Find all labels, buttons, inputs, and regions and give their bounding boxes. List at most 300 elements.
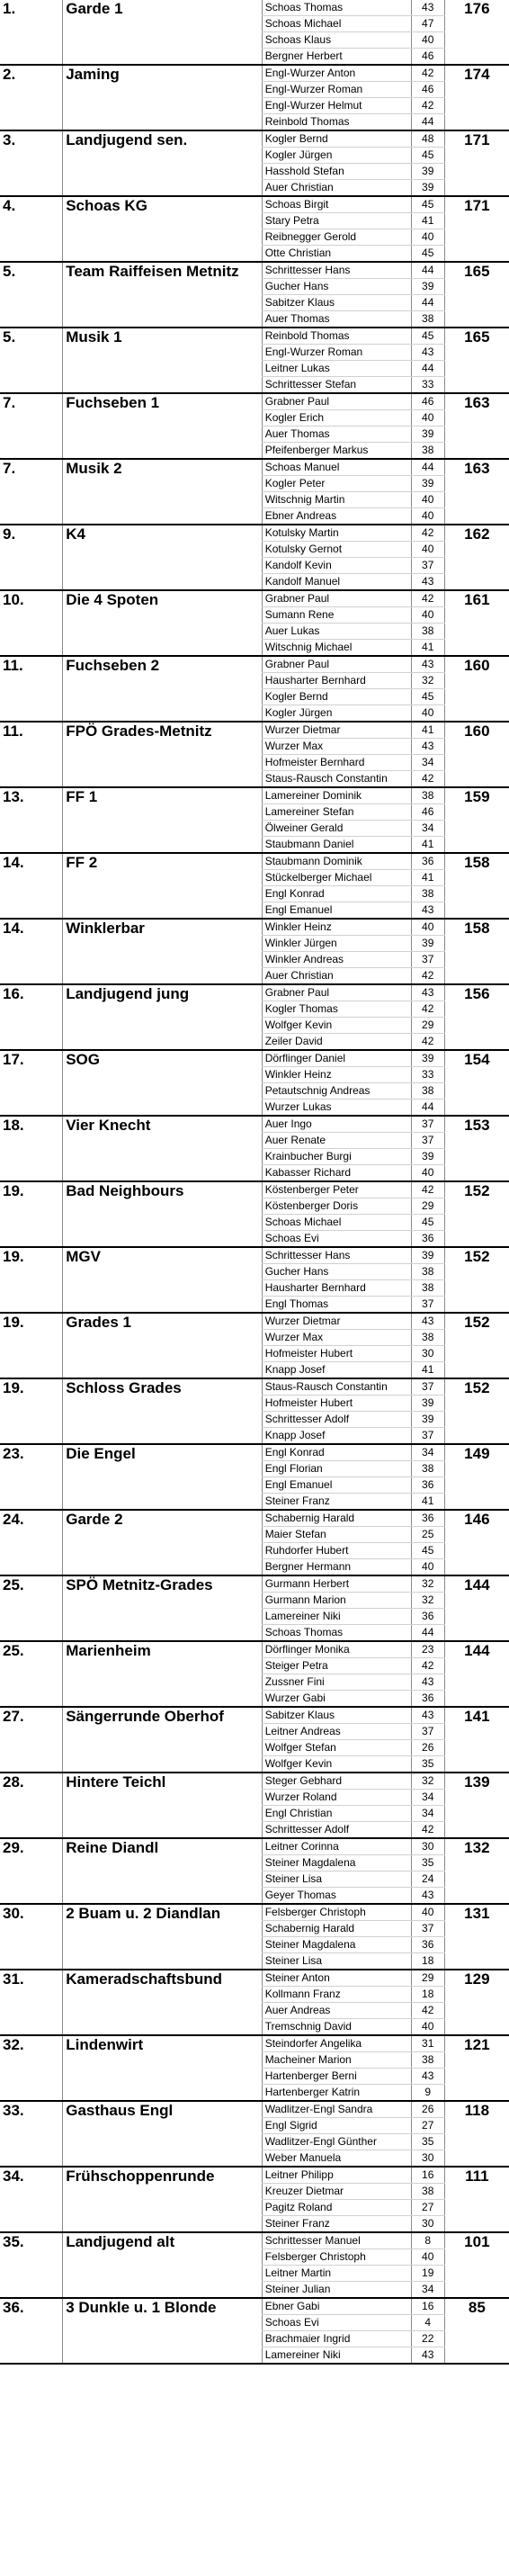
team-name: Grades 1 (63, 1313, 262, 1378)
member-name: Gurmann Herbert (262, 1575, 411, 1593)
member-points: 45 (411, 1215, 444, 1231)
team-row (0, 1904, 509, 1921)
member-name: Steiner Anton (262, 1970, 411, 1987)
member-points: 38 (411, 1280, 444, 1297)
member-points: 45 (411, 196, 444, 213)
member-name: Kogler Thomas (262, 1001, 411, 1018)
member-name: Sabitzer Klaus (262, 295, 411, 311)
member-points: 39 (411, 1247, 444, 1264)
member-points: 38 (411, 1264, 444, 1280)
member-points: 32 (411, 1773, 444, 1790)
member-name: Hasshold Stefan (262, 164, 411, 180)
member-name: Winkler Heinz (262, 1067, 411, 1083)
member-name: Engl-Wurzer Roman (262, 82, 411, 98)
member-points: 40 (411, 705, 444, 723)
member-points: 41 (411, 1494, 444, 1511)
member-name: Schoas Klaus (262, 32, 411, 49)
team-row (0, 393, 509, 410)
team-row (0, 2035, 509, 2052)
member-name: Stary Petra (262, 213, 411, 229)
team-total: 144 (444, 1641, 509, 1707)
member-points: 34 (411, 821, 444, 837)
team-name: Schloss Grades (63, 1378, 262, 1444)
member-name: Winkler Andreas (262, 952, 411, 968)
team-name: Team Raiffeisen Metnitz (63, 262, 262, 328)
member-name: Maier Stefan (262, 1527, 411, 1543)
member-points: 38 (411, 311, 444, 328)
member-name: Grabner Paul (262, 984, 411, 1001)
member-name: Kotulsky Martin (262, 525, 411, 542)
member-points: 4 (411, 2315, 444, 2331)
member-points: 42 (411, 525, 444, 542)
member-points: 32 (411, 673, 444, 689)
member-name: Schoas Thomas (262, 1625, 411, 1642)
member-name: Wurzer Max (262, 1330, 411, 1346)
member-points: 40 (411, 32, 444, 49)
member-name: Hausharter Bernhard (262, 1280, 411, 1297)
member-name: Kabasser Richard (262, 1165, 411, 1182)
member-points: 16 (411, 2298, 444, 2315)
team-rank: 25. (0, 1641, 63, 1707)
member-name: Bergner Herbert (262, 49, 411, 66)
member-points: 34 (411, 755, 444, 771)
member-name: Dörflinger Monika (262, 1641, 411, 1658)
member-points: 37 (411, 558, 444, 574)
team-total: 152 (444, 1378, 509, 1444)
member-name: Auer Renate (262, 1133, 411, 1149)
member-name: Hofmeister Hubert (262, 1396, 411, 1412)
member-name: Kotulsky Gernot (262, 542, 411, 558)
team-rank: 10. (0, 590, 63, 656)
member-name: Geyer Thomas (262, 1888, 411, 1905)
team-total: 160 (444, 656, 509, 722)
team-row (0, 0, 509, 16)
member-name: Zussner Fini (262, 1674, 411, 1691)
member-name: Steiger Petra (262, 1658, 411, 1674)
member-points: 38 (411, 2052, 444, 2069)
team-name: 3 Dunkle u. 1 Blonde (63, 2298, 262, 2364)
team-total: 158 (444, 853, 509, 919)
team-total: 158 (444, 919, 509, 984)
team-row (0, 262, 509, 279)
member-points: 42 (411, 1658, 444, 1674)
team-rank: 32. (0, 2035, 63, 2101)
member-name: Engl Emanuel (262, 902, 411, 920)
team-row (0, 459, 509, 476)
team-name: Jaming (63, 65, 262, 130)
member-name: Pagitz Roland (262, 2200, 411, 2216)
member-name: Auer Christian (262, 968, 411, 985)
member-name: Engl Sigrid (262, 2118, 411, 2134)
member-points: 46 (411, 393, 444, 410)
member-points: 42 (411, 1034, 444, 1051)
team-total: 101 (444, 2232, 509, 2298)
member-name: Gucher Hans (262, 1264, 411, 1280)
team-total: 141 (444, 1707, 509, 1773)
team-total: 149 (444, 1444, 509, 1510)
member-name: Schoas Manuel (262, 459, 411, 476)
team-rank: 9. (0, 525, 63, 590)
member-name: Schabernig Harald (262, 1921, 411, 1937)
team-rank: 31. (0, 1970, 63, 2035)
member-name: Schrittesser Stefan (262, 377, 411, 394)
member-name: Engl Thomas (262, 1297, 411, 1314)
member-name: Hofmeister Hubert (262, 1346, 411, 1362)
member-name: Sumann Rene (262, 607, 411, 624)
member-points: 45 (411, 1543, 444, 1559)
member-points: 42 (411, 1001, 444, 1018)
member-points: 42 (411, 65, 444, 82)
member-points: 38 (411, 624, 444, 640)
team-name: Reine Diandl (63, 1838, 262, 1904)
member-name: Auer Thomas (262, 426, 411, 443)
team-rank: 11. (0, 656, 63, 722)
member-points: 43 (411, 1674, 444, 1691)
member-points: 38 (411, 1330, 444, 1346)
member-points: 38 (411, 1083, 444, 1100)
team-rank: 5. (0, 262, 63, 328)
member-name: Stückelberger Michael (262, 870, 411, 886)
team-rank: 19. (0, 1313, 63, 1378)
team-name: Schoas KG (63, 196, 262, 262)
member-points: 18 (411, 1987, 444, 2003)
member-name: Steiner Franz (262, 1494, 411, 1511)
member-points: 30 (411, 1346, 444, 1362)
team-name: Fuchseben 1 (63, 393, 262, 459)
member-name: Wolfger Stefan (262, 1740, 411, 1756)
member-name: Kandolf Manuel (262, 574, 411, 591)
member-points: 37 (411, 1297, 444, 1314)
team-row (0, 1970, 509, 1987)
member-points: 46 (411, 82, 444, 98)
team-name: Frühschoppenrunde (63, 2167, 262, 2232)
team-row (0, 2298, 509, 2315)
member-name: Wolfger Kevin (262, 1018, 411, 1034)
member-points: 42 (411, 968, 444, 985)
team-rank: 35. (0, 2232, 63, 2298)
member-points: 25 (411, 1527, 444, 1543)
member-points: 38 (411, 1461, 444, 1477)
member-points: 30 (411, 2216, 444, 2233)
team-name: Landjugend jung (63, 984, 262, 1050)
team-total: 162 (444, 525, 509, 590)
member-points: 34 (411, 1444, 444, 1461)
team-row (0, 1773, 509, 1790)
member-name: Schoas Thomas (262, 0, 411, 16)
team-name: Sängerrunde Oberhof (63, 1707, 262, 1773)
member-name: Engl Konrad (262, 1444, 411, 1461)
member-name: Schoas Evi (262, 1231, 411, 1248)
member-points: 39 (411, 279, 444, 295)
member-name: Schoas Michael (262, 1215, 411, 1231)
team-rank: 23. (0, 1444, 63, 1510)
member-points: 41 (411, 837, 444, 854)
team-row (0, 1247, 509, 1264)
team-rank: 7. (0, 393, 63, 459)
team-row (0, 1510, 509, 1527)
member-points: 40 (411, 607, 444, 624)
team-name: Garde 2 (63, 1510, 262, 1575)
team-rank: 2. (0, 65, 63, 130)
member-points: 43 (411, 984, 444, 1001)
team-total: 111 (444, 2167, 509, 2232)
member-name: Grabner Paul (262, 393, 411, 410)
member-points: 38 (411, 886, 444, 902)
team-rank: 1. (0, 0, 63, 65)
member-points: 34 (411, 2282, 444, 2299)
team-total: 161 (444, 590, 509, 656)
team-rank: 24. (0, 1510, 63, 1575)
member-name: Gucher Hans (262, 279, 411, 295)
member-points: 36 (411, 853, 444, 870)
team-row (0, 853, 509, 870)
member-points: 30 (411, 1838, 444, 1855)
member-name: Leitner Philipp (262, 2167, 411, 2184)
member-name: Auer Ingo (262, 1116, 411, 1133)
team-row (0, 984, 509, 1001)
member-points: 39 (411, 1412, 444, 1428)
member-points: 8 (411, 2232, 444, 2249)
team-row (0, 2232, 509, 2249)
member-name: Steindorfer Angelika (262, 2035, 411, 2052)
team-total: 176 (444, 0, 509, 65)
team-row (0, 1707, 509, 1724)
member-name: Leitner Martin (262, 2266, 411, 2282)
member-points: 41 (411, 213, 444, 229)
team-rank: 14. (0, 919, 63, 984)
member-points: 33 (411, 1067, 444, 1083)
member-name: Witschnig Martin (262, 492, 411, 508)
member-name: Wurzer Dietmar (262, 722, 411, 739)
member-points: 23 (411, 1641, 444, 1658)
member-points: 39 (411, 426, 444, 443)
member-name: Grabner Paul (262, 590, 411, 607)
team-row (0, 525, 509, 542)
member-points: 36 (411, 1609, 444, 1625)
team-name: Die Engel (63, 1444, 262, 1510)
member-points: 16 (411, 2167, 444, 2184)
team-total: 152 (444, 1313, 509, 1378)
member-name: Schrittesser Hans (262, 1247, 411, 1264)
member-name: Reibnegger Gerold (262, 229, 411, 246)
team-row (0, 2101, 509, 2118)
member-name: Hartenberger Berni (262, 2069, 411, 2085)
member-name: Felsberger Christoph (262, 2249, 411, 2266)
member-name: Schrittesser Hans (262, 262, 411, 279)
member-name: Wurzer Roland (262, 1790, 411, 1806)
team-rank: 19. (0, 1378, 63, 1444)
member-name: Felsberger Christoph (262, 1904, 411, 1921)
team-rank: 11. (0, 722, 63, 787)
team-rank: 19. (0, 1247, 63, 1313)
member-points: 39 (411, 164, 444, 180)
team-rank: 17. (0, 1050, 63, 1116)
team-row (0, 1050, 509, 1067)
team-name: Fuchseben 2 (63, 656, 262, 722)
team-rank: 28. (0, 1773, 63, 1838)
team-name: Landjugend sen. (63, 130, 262, 196)
member-points: 42 (411, 1822, 444, 1839)
member-points: 41 (411, 1362, 444, 1379)
team-rank: 3. (0, 130, 63, 196)
member-points: 40 (411, 508, 444, 525)
team-total: 131 (444, 1904, 509, 1970)
team-row (0, 590, 509, 607)
member-name: Pfeifenberger Markus (262, 443, 411, 460)
team-name: Kameradschaftsbund (63, 1970, 262, 2035)
member-points: 44 (411, 1625, 444, 1642)
member-name: Köstenberger Peter (262, 1181, 411, 1198)
member-points: 42 (411, 590, 444, 607)
team-name: Lindenwirt (63, 2035, 262, 2101)
member-points: 40 (411, 492, 444, 508)
team-row (0, 919, 509, 936)
member-points: 40 (411, 229, 444, 246)
member-name: Leitner Lukas (262, 361, 411, 377)
member-name: Staubmann Daniel (262, 837, 411, 854)
team-name: Musik 1 (63, 328, 262, 393)
member-name: Steiner Franz (262, 2216, 411, 2233)
team-rank: 27. (0, 1707, 63, 1773)
member-name: Reinbold Thomas (262, 114, 411, 131)
member-name: Dörflinger Daniel (262, 1050, 411, 1067)
team-rank: 13. (0, 787, 63, 853)
team-name: Gasthaus Engl (63, 2101, 262, 2167)
team-total: 152 (444, 1247, 509, 1313)
member-name: Witschnig Michael (262, 640, 411, 657)
member-name: Schrittesser Manuel (262, 2232, 411, 2249)
member-points: 26 (411, 1740, 444, 1756)
team-name: Musik 2 (63, 459, 262, 525)
team-name: SPÖ Metnitz-Grades (63, 1575, 262, 1641)
member-points: 43 (411, 1313, 444, 1330)
member-points: 39 (411, 476, 444, 492)
member-points: 37 (411, 1378, 444, 1396)
member-name: Köstenberger Doris (262, 1198, 411, 1215)
team-rank: 33. (0, 2101, 63, 2167)
team-row (0, 1575, 509, 1593)
member-points: 38 (411, 2184, 444, 2200)
member-points: 37 (411, 1428, 444, 1445)
member-name: Ebner Gabi (262, 2298, 411, 2315)
member-points: 30 (411, 2150, 444, 2168)
team-total: 156 (444, 984, 509, 1050)
team-name: Marienheim (63, 1641, 262, 1707)
member-points: 44 (411, 114, 444, 131)
member-points: 44 (411, 1100, 444, 1117)
member-points: 37 (411, 1724, 444, 1740)
member-name: Staus-Rausch Constantin (262, 1378, 411, 1396)
member-points: 44 (411, 361, 444, 377)
member-points: 40 (411, 542, 444, 558)
member-points: 45 (411, 246, 444, 263)
member-points: 39 (411, 1050, 444, 1067)
team-total: 85 (444, 2298, 509, 2364)
team-name: 2 Buam u. 2 Diandlan (63, 1904, 262, 1970)
member-name: Schrittesser Adolf (262, 1822, 411, 1839)
member-name: Hofmeister Bernhard (262, 755, 411, 771)
member-name: Wadlitzer-Engl Günther (262, 2134, 411, 2150)
team-total: 144 (444, 1575, 509, 1641)
member-name: Bergner Hermann (262, 1559, 411, 1576)
member-name: Kogler Jürgen (262, 148, 411, 164)
team-total: 118 (444, 2101, 509, 2167)
member-name: Auer Lukas (262, 624, 411, 640)
team-name: MGV (63, 1247, 262, 1313)
member-points: 32 (411, 1593, 444, 1609)
member-points: 34 (411, 1790, 444, 1806)
member-points: 36 (411, 1691, 444, 1708)
team-total: 174 (444, 65, 509, 130)
member-points: 43 (411, 2347, 444, 2365)
member-points: 43 (411, 656, 444, 673)
member-points: 43 (411, 574, 444, 591)
member-name: Macheiner Marion (262, 2052, 411, 2069)
team-row (0, 787, 509, 804)
member-points: 42 (411, 1181, 444, 1198)
member-points: 26 (411, 2101, 444, 2118)
member-points: 32 (411, 1575, 444, 1593)
team-rank: 7. (0, 459, 63, 525)
team-row (0, 722, 509, 739)
member-name: Weber Manuela (262, 2150, 411, 2168)
member-name: Kreuzer Dietmar (262, 2184, 411, 2200)
member-name: Kogler Bernd (262, 689, 411, 705)
team-total: 152 (444, 1181, 509, 1247)
member-points: 35 (411, 1855, 444, 1871)
team-row (0, 328, 509, 345)
team-total: 163 (444, 393, 509, 459)
team-name: FF 2 (63, 853, 262, 919)
member-name: Grabner Paul (262, 656, 411, 673)
member-points: 40 (411, 1559, 444, 1576)
team-row (0, 65, 509, 82)
team-row (0, 1116, 509, 1133)
member-points: 35 (411, 2134, 444, 2150)
member-name: Ebner Andreas (262, 508, 411, 525)
member-points: 36 (411, 1510, 444, 1527)
member-points: 40 (411, 1165, 444, 1182)
team-row (0, 196, 509, 213)
team-total: 146 (444, 1510, 509, 1575)
member-points: 44 (411, 262, 444, 279)
member-points: 40 (411, 410, 444, 426)
member-name: Steiner Lisa (262, 1953, 411, 1970)
member-points: 41 (411, 640, 444, 657)
member-name: Hausharter Bernhard (262, 673, 411, 689)
team-rank: 30. (0, 1904, 63, 1970)
member-name: Kogler Peter (262, 476, 411, 492)
member-points: 22 (411, 2331, 444, 2347)
team-rank: 4. (0, 196, 63, 262)
team-name: FPÖ Grades-Metnitz (63, 722, 262, 787)
member-points: 42 (411, 2003, 444, 2019)
member-points: 39 (411, 1396, 444, 1412)
team-name: FF 1 (63, 787, 262, 853)
member-name: Kollmann Franz (262, 1987, 411, 2003)
member-name: Steiner Magdalena (262, 1855, 411, 1871)
member-points: 37 (411, 952, 444, 968)
member-points: 43 (411, 345, 444, 361)
member-points: 39 (411, 936, 444, 952)
member-name: Wadlitzer-Engl Sandra (262, 2101, 411, 2118)
member-points: 47 (411, 16, 444, 32)
member-name: Schabernig Harald (262, 1510, 411, 1527)
member-points: 45 (411, 148, 444, 164)
team-name: Die 4 Spoten (63, 590, 262, 656)
team-row (0, 1444, 509, 1461)
team-rank: 18. (0, 1116, 63, 1181)
